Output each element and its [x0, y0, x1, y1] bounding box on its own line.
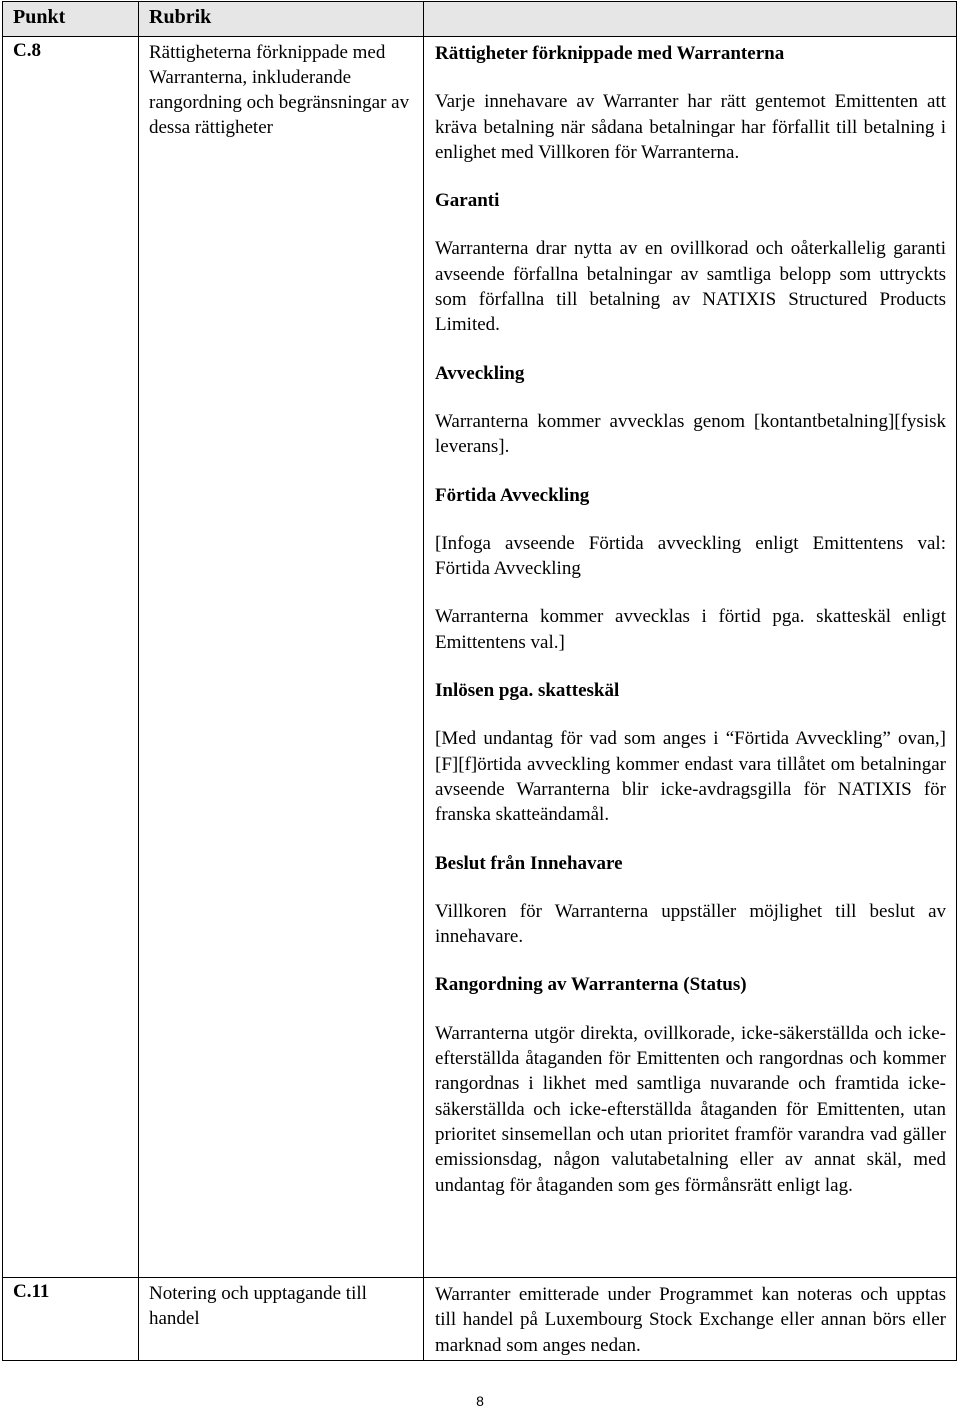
page-number: 8	[476, 1393, 484, 1409]
section-paragraph: Warranterna kommer avvecklas i förtid pga. skatteskäl enligt Emittentens val.]	[435, 606, 946, 653]
rubrik-c8: Rättigheterna förknippade med Warranterna, inkluderande rangordning och begränsningar av dessa rättigheter	[149, 42, 410, 138]
content-cell	[424, 37, 957, 1278]
header-cell-rubrik	[139, 2, 424, 37]
section-heading: Inlösen pga. skatteskäl	[435, 680, 620, 702]
section-paragraph: [Infoga avseende Förtida avveckling enligt Emittentens val: Förtida Avveckling	[435, 532, 946, 580]
content-c8	[424, 37, 956, 1198]
section-heading: Förtida Avveckling	[435, 484, 590, 506]
header-cell-punkt	[3, 2, 139, 37]
table-header-row	[3, 2, 957, 37]
header-punkt: Punkt	[13, 6, 66, 28]
rubrik-cell	[139, 1278, 424, 1361]
section-heading: Beslut från Innehavare	[435, 852, 623, 874]
punkt-c8: C.8	[13, 40, 41, 61]
content-c11	[424, 1278, 956, 1358]
punkt-cell	[3, 37, 139, 1278]
header-cell-content	[424, 2, 957, 37]
section-heading: Rangordning av Warranterna (Status)	[435, 974, 747, 996]
section-paragraph: [Med undantag för vad som anges i “Förtida Avveckling” ovan,] [F][f]örtida avveckling kommer endast vara tillåtet om betalningar avseende Warranterna blir icke-avdragsgilla för NATIXIS för franska skatteändamål.	[435, 728, 946, 826]
section-paragraph: Villkoren för Warranterna uppställer möjlighet till beslut av innehavare.	[435, 900, 946, 948]
section-paragraph: Warranterna utgör direkta, ovillkorade, icke-säkerställda och icke-efterställda åtaganden för Emittenten och rangordnas och kommer rangordnas i likhet med samtliga nuvarande och framtida icke-säkerställda och icke-efterställda åtaganden för Emittenten, utan prioritet sinsemellan och utan prioritet framför varandra vad gäller emissionsdag, någon valutabetalning eller av annat skäl, med undantag för åtaganden som ges förmånsrätt enligt lag.	[435, 1022, 946, 1196]
punkt-cell	[3, 1278, 139, 1361]
section-paragraph: Warranterna kommer avvecklas genom [kontantbetalning][fysisk leverans].	[435, 410, 946, 458]
section-paragraph: Varje innehavare av Warranter har rätt gentemot Emittenten att kräva betalning när sådana betalningar har förfallit till betalning i enlighet med Villkoren för Warranterna.	[435, 91, 946, 163]
section-heading: Rättigheter förknippade med Warranterna	[435, 43, 785, 64]
content-cell	[424, 1278, 957, 1361]
header-rubrik: Rubrik	[149, 6, 212, 28]
punkt-c11: C.11	[13, 1281, 50, 1302]
table-row	[3, 37, 957, 1278]
rubrik-cell	[139, 37, 424, 1278]
rubrik-c11: Notering och upptagande till handel	[149, 1283, 367, 1329]
table-row	[3, 1278, 957, 1361]
summary-table	[2, 1, 957, 1361]
section-paragraph: Warranterna drar nytta av en ovillkorad och oåterkallelig garanti avseende förfallna betalningar av samtliga belopp som uttryckts som förfallna till betalning av NATIXIS Structured Products Limited.	[435, 238, 946, 336]
section-heading: Avveckling	[435, 362, 525, 384]
section-paragraph: Warranter emitterade under Programmet kan noteras och upptas till handel på Luxembourg Stock Exchange eller annan börs eller marknad som anges nedan.	[435, 1284, 946, 1356]
section-heading: Garanti	[435, 190, 500, 212]
